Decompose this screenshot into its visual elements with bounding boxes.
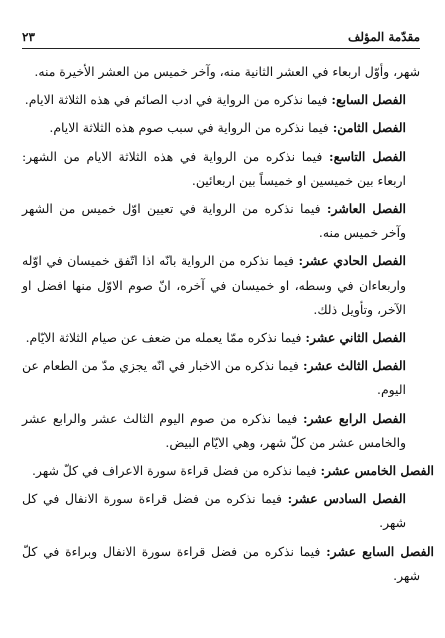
paragraph-continued <box>22 60 420 84</box>
chapter-label: الفصل العاشر: <box>326 201 406 217</box>
chapter-entry-14 <box>22 407 420 455</box>
chapter-text: فيما نذكره من الرواية في تعيين اوّل خميس من الشهر وآخر خميس منه. <box>22 201 406 241</box>
chapter-text: فيما نذكره من الرواية في ادب الصائم في هذه الثلاثة الايام. <box>24 92 328 108</box>
chapter-label: الفصل الثالث عشر: <box>302 358 406 374</box>
chapter-text: فيما نذكره من الرواية بانّه اذا اتّفق خميسان في اوّله واربعاءان في وسطه، او خميسان في آخره، انّ صوم الاوّل منها افضل او الآخر، وتأويل ذلك. <box>22 253 406 317</box>
chapter-text: فيما نذكره من فضل قراءة سورة الانفال وبراءة في كلّ شهر. <box>22 543 420 583</box>
chapter-label: الفصل السابع عشر: <box>326 543 434 559</box>
chapter-label: الفصل السادس عشر: <box>287 491 406 507</box>
chapter-text: فيما نذكره من الرواية في هذه الثلاثة الايام من الشهر: اربعاء بين خميسين او خميساً بين اربعائين. <box>22 148 406 188</box>
chapter-list <box>22 60 434 592</box>
chapter-label: الفصل الثاني عشر: <box>305 330 406 346</box>
chapter-label: الفصل الثامن: <box>332 120 406 136</box>
chapter-entry-9 <box>22 145 420 193</box>
chapter-entry-16 <box>22 487 420 535</box>
chapter-text: فيما نذكره من صوم اليوم الثالث عشر والرابع عشر والخامس عشر من كلّ شهر، وهي الايّام البيض. <box>22 410 406 450</box>
running-header <box>22 22 420 44</box>
chapter-text: فيما نذكره من فضل قراءة سورة الانفال في كل شهر. <box>22 491 406 531</box>
chapter-entry-13 <box>22 354 420 402</box>
chapter-entry-10 <box>22 197 420 245</box>
chapter-label: الفصل الرابع عشر: <box>302 410 407 426</box>
chapter-label: الفصل السابع: <box>331 92 406 108</box>
chapter-entry-7 <box>22 88 420 112</box>
chapter-entry-12 <box>22 326 420 350</box>
chapter-label: الفصل الخامس عشر: <box>320 463 434 479</box>
chapter-text: فيما نذكره من فضل قراءة سورة الاعراف في كلّ شهر. <box>31 463 317 479</box>
chapter-label: الفصل الحادي عشر: <box>298 253 406 269</box>
chapter-entry-11 <box>22 249 420 322</box>
chapter-entry-17 <box>22 540 434 588</box>
chapter-text: فيما نذكره ممّا يعمله من ضعف عن صيام الثلاثة الايّام. <box>25 330 302 346</box>
chapter-label: الفصل التاسع: <box>329 148 406 164</box>
header-title: مقدّمة المؤلف <box>347 30 420 44</box>
chapter-entry-15 <box>22 459 434 483</box>
header-rule <box>22 48 420 49</box>
page-number: ٢٣ <box>22 30 35 44</box>
paragraph-text: شهر، وأوّل اربعاء في العشر الثانية منه، وآخر خميس من العشر الأخيرة منه. <box>34 64 420 79</box>
chapter-text: فيما نذكره من الرواية في سبب صوم هذه الثلاثة الايام. <box>49 120 329 136</box>
chapter-entry-8 <box>22 116 420 140</box>
chapter-text: فيما نذكره من الاخبار في انّه يجزي مدّ من الطعام عن اليوم. <box>22 358 406 398</box>
